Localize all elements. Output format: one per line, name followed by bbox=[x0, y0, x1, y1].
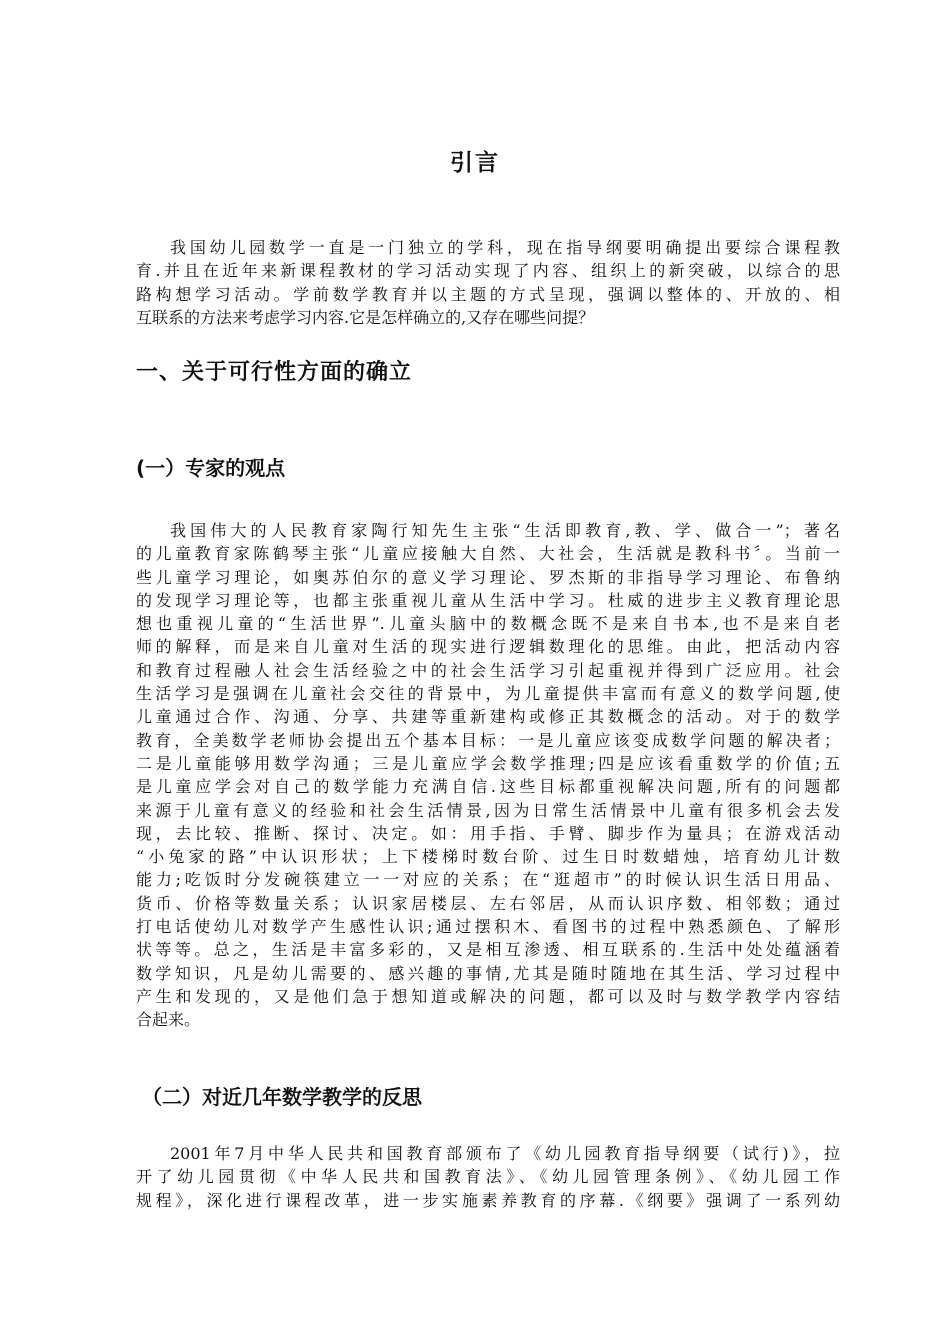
paragraph-line: 能力;吃饭时分发碗筷建立一一对应的关系；在“逛超市”的时候认识生活日用品、 bbox=[136, 870, 840, 890]
paragraph-line: 的发现学习理论等，也都主张重视儿童从生活中学习。杜威的进步主义教育理论思 bbox=[136, 590, 840, 610]
paragraph-line: 2001年7月中华人民共和国教育部颁布了《幼儿园教育指导纲要（试行)》，拉 bbox=[170, 1144, 840, 1163]
paragraph-line: 生活学习是强调在儿童社会交往的背景中，为儿童提供丰富而有意义的数学问题,使 bbox=[136, 684, 840, 704]
paragraph-line: 我国幼儿园数学一直是一门独立的学科，现在指导纲要明确提出要综合课程教 bbox=[170, 238, 840, 257]
paragraph-line: 现，去比较、推断、探讨、决定。如：用手指、手臂、脚步作为量具；在游戏活动 bbox=[136, 823, 840, 843]
intro-paragraph bbox=[136, 236, 840, 329]
paragraph-line: 打电话使幼儿对数学产生感性认识;通过摆积木、看图书的过程中熟悉颜色、了解形 bbox=[136, 917, 840, 937]
paragraph-line: 来源于儿童有意义的经验和社会生活情景,因为日常生活情景中儿童有很多机会去发 bbox=[136, 800, 840, 820]
paragraph-line: 是儿童应学会对自己的数学能力充满自信.这些目标都重视解决问题,所有的问题都 bbox=[136, 777, 840, 797]
page-title: 引言 bbox=[450, 150, 500, 176]
paragraph-line: 产生和发现的，又是他们急于想知道或解决的问题，都可以及时与数学教学内容结 bbox=[136, 986, 840, 1006]
paragraph-line: 的儿童教育家陈鹤琴主张“儿童应接触大自然、大社会，生活就是教科书〞。当前一 bbox=[136, 544, 840, 564]
reflection-paragraph bbox=[136, 1142, 840, 1212]
paragraph-line: 些儿童学习理论，如奥苏伯尔的意义学习理论、罗杰斯的非指导学习理论、布鲁纳 bbox=[136, 567, 840, 587]
paragraph-line: 我国伟大的人民教育家陶行知先生主张“生活即教育,教、学、做合一”；著名 bbox=[170, 521, 840, 540]
paragraph-line: 和教育过程融人社会生活经验之中的社会生活学习引起重视并得到广泛应用。社会 bbox=[136, 660, 840, 680]
paragraph-line: 想也重视儿童的“生活世界”.儿童头脑中的数概念既不是来自书本,也不是来自老 bbox=[136, 614, 840, 634]
paragraph-line: 合起来。 bbox=[136, 1010, 201, 1030]
paragraph-line: 货币、价格等数量关系；认识家居楼层、左右邻居，从而认识序数、相邻数；通过 bbox=[136, 893, 840, 913]
paragraph-line: 二是儿童能够用数学沟通；三是儿童应学会数学推理;四是应该看重数学的价值;五 bbox=[136, 753, 840, 773]
paragraph-line: 开了幼儿园贯彻《中华人民共和国教育法》、《幼儿园管理条例》、《幼儿园工作 bbox=[136, 1167, 840, 1187]
paragraph-line: 师的解释，而是来自儿童对生活的现实进行逻辑数理化的思维。由此，把活动内容 bbox=[136, 637, 840, 657]
subsection-heading-expert-views: (一）专家的观点 bbox=[136, 456, 286, 480]
paragraph-line: 互联系的方法来考虑学习内容.它是怎样确立的,又存在哪些问提？ bbox=[136, 307, 595, 327]
paragraph-line: 数学知识，凡是幼儿需要的、感兴趣的事情,尤其是随时随地在其生活、学习过程中 bbox=[136, 963, 840, 983]
paragraph-line: 育.并且在近年来新课程教材的学习活动实现了内容、组织上的新突破，以综合的思 bbox=[136, 261, 840, 281]
paragraph-line: 儿童通过合作、沟通、分享、共建等重新建构或修正其数概念的活动。对于的数学 bbox=[136, 707, 840, 727]
section-heading-feasibility: 一、关于可行性方面的确立 bbox=[136, 360, 413, 385]
subsection-heading-reflection: （二）对近几年数学教学的反思 bbox=[142, 1085, 422, 1109]
paragraph-line: 状等等。总之，生活是丰富多彩的，又是相互渗透、相互联系的.生活中处处蕴涵着 bbox=[136, 940, 840, 960]
expert-views-paragraph bbox=[136, 519, 840, 1032]
paragraph-line: “小兔家的路”中认识形状；上下楼梯时数台阶、过生日时数蜡烛，培育幼儿计数 bbox=[136, 847, 840, 867]
paragraph-line: 教育，全美数学老师协会提出五个基本目标：一是儿童应该变成数学问题的解决者； bbox=[136, 730, 840, 750]
paragraph-line: 路构想学习活动。学前数学教育并以主题的方式呈现，强调以整体的、开放的、相 bbox=[136, 284, 840, 304]
paragraph-line: 规程》，深化进行课程改革，进一步实施素养教育的序幕.《纲要》强调了一系列幼 bbox=[136, 1190, 840, 1210]
